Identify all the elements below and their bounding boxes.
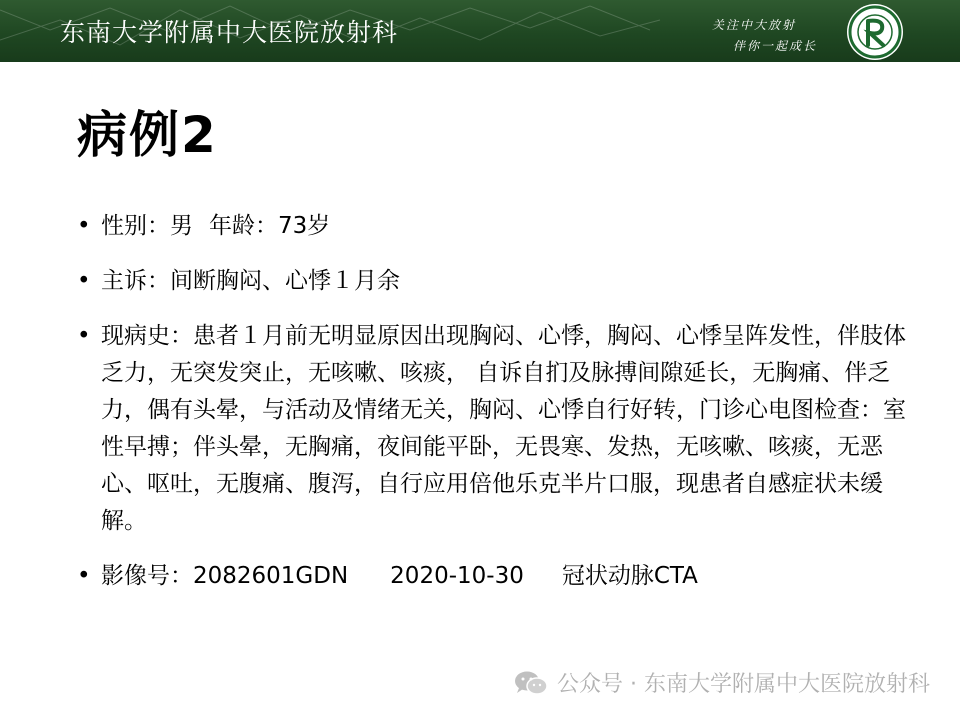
- imaging-number: 影像号：2082601GDN: [101, 563, 349, 589]
- watermark-footer: [513, 667, 930, 698]
- case-details-list: [77, 208, 907, 613]
- bullet-present-history: [77, 318, 907, 540]
- bullet-gender-age: [77, 208, 907, 245]
- slogan-line-2: 伴你一起成长: [733, 39, 818, 53]
- slogan-line-1: 关注中大放射: [712, 18, 797, 32]
- imaging-exam: 冠状动脉CTA: [561, 563, 698, 589]
- header-banner: [0, 0, 960, 62]
- bullet-marker: •: [77, 213, 91, 239]
- bullet-marker: •: [77, 323, 91, 349]
- wechat-icon: [513, 670, 549, 696]
- slide-title: 病例2: [77, 106, 218, 164]
- bullet-imaging: [77, 558, 907, 595]
- department-logo-icon: [846, 3, 904, 61]
- bullet-marker: •: [77, 563, 91, 589]
- imaging-date: 2020-10-30: [390, 563, 524, 589]
- hospital-name: 东南大学附属中大医院放射科: [60, 18, 399, 47]
- watermark-text: 公众号 · 东南大学附属中大医院放射科: [557, 672, 930, 697]
- gender-text: 性别：男: [101, 213, 193, 239]
- present-history-text: 现病史：患者１月前无明显原因出现胸闷、心悸，胸闷、心悸呈阵发性，伴肢体乏力，无突发突止，无咳嗽、咳痰， 自诉自扪及脉搏间隙延长，无胸痛、伴乏力，偶有头晕，与活动及情绪无关，胸闷、心悸自行好转，门诊心电图检查：室性早搏；伴头晕，无胸痛，夜间能平卧，无畏寒、发热，无咳嗽、咳痰，无恶心、呕吐，无腹痛、腹泻，自行应用倍他乐克半片口服，现患者自感症状未缓解。: [101, 323, 906, 534]
- chief-complaint-text: 主诉：间断胸闷、心悸１月余: [101, 268, 400, 294]
- age-text: 年龄：73岁: [209, 213, 331, 239]
- bullet-marker: •: [77, 268, 91, 294]
- bullet-chief-complaint: [77, 263, 907, 300]
